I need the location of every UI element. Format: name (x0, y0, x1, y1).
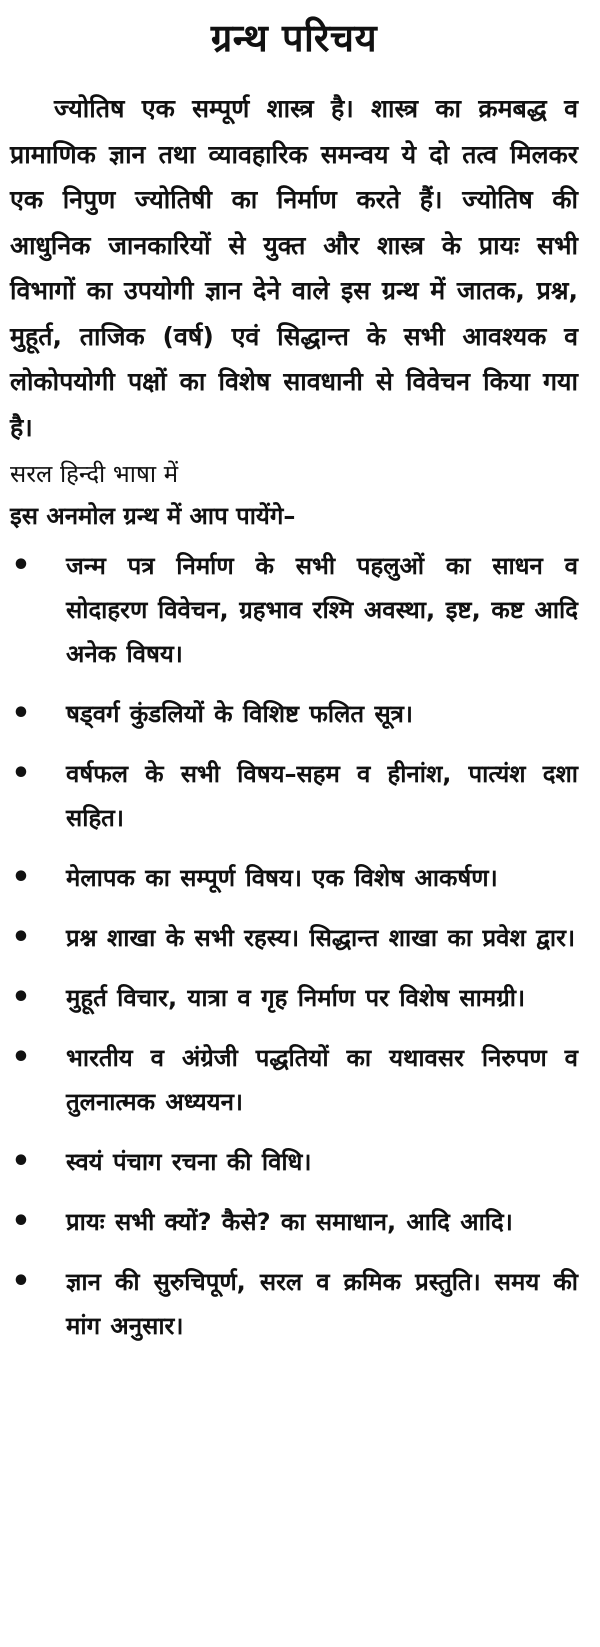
features-list (10, 544, 578, 1348)
feature-text: षड्वर्ग कुंडलियों के विशिष्ट फलित सूत्र। (66, 700, 414, 728)
feature-item (10, 1260, 578, 1348)
feature-text: ज्ञान की सुरुचिपूर्ण, सरल व क्रमिक प्रस्तुति। समय की मांग अनुसार। (66, 1268, 578, 1340)
bullet-icon: • (11, 1204, 31, 1239)
bullet-icon: • (11, 1040, 31, 1075)
bullet-icon: • (11, 980, 31, 1015)
feature-text: प्रश्न शाखा के सभी रहस्य। सिद्धान्त शाखा का प्रवेश द्वार। (66, 924, 576, 952)
bullet-icon: • (11, 1144, 31, 1179)
feature-text: मुहूर्त विचार, यात्रा व गृह निर्माण पर विशेष सामग्री। (66, 984, 526, 1012)
feature-text: स्वयं पंचाग रचना की विधि। (66, 1148, 312, 1176)
feature-text: भारतीय व अंग्रेजी पद्धतियों का यथावसर निरुपण व तुलनात्मक अध्ययन। (66, 1044, 578, 1116)
bullet-icon: • (11, 756, 31, 791)
language-note: सरल हिन्दी भाषा में (10, 460, 179, 488)
page-title: ग्रन्थ परिचय (210, 16, 378, 60)
feature-item (10, 1140, 578, 1184)
intro-paragraph: ज्योतिष एक सम्पूर्ण शास्त्र है। शास्त्र का क्रमबद्ध व प्रामाणिक ज्ञान तथा व्यावहारिक समन्वय ये दो तत्व मिलकर एक निपुण ज्योतिषी का निर्माण करते हैं। ज्योतिष की आधुनिक जानकारियों से युक्त और शास्त्र के प्रायः सभी विभागों का उपयोगी ज्ञान देने वाले इस ग्रन्थ में जातक, प्रश्न, मुहूर्त, ताजिक (वर्ष) एवं सिद्धान्त के सभी आवश्यक व लोकोपयोगी पक्षों का विशेष सावधानी से विवेचन किया गया है। (10, 94, 578, 442)
features-lead: इस अनमोल ग्रन्थ में आप पायेंगे– (10, 502, 296, 530)
feature-item (10, 544, 578, 676)
feature-item (10, 1200, 578, 1244)
feature-item (10, 976, 578, 1020)
feature-item (10, 856, 578, 900)
feature-text: मेलापक का सम्पूर्ण विषय। एक विशेष आकर्षण। (66, 864, 498, 892)
bullet-icon: • (11, 860, 31, 895)
feature-text: जन्म पत्र निर्माण के सभी पहलुओं का साधन व सोदाहरण विवेचन, ग्रहभाव रश्मि अवस्था, इष्ट, कष्ट आदि अनेक विषय। (66, 552, 578, 668)
feature-item (10, 752, 578, 840)
feature-item (10, 1036, 578, 1124)
feature-item (10, 916, 578, 960)
feature-text: प्रायः सभी क्यों? कैसे? का समाधान, आदि आदि। (66, 1208, 513, 1236)
bullet-icon: • (11, 920, 31, 955)
bullet-icon: • (11, 696, 31, 731)
bullet-icon: • (11, 548, 31, 583)
feature-text: वर्षफल के सभी विषय–सहम व हीनांश, पात्यंश दशा सहित। (66, 760, 578, 832)
feature-item (10, 692, 578, 736)
bullet-icon: • (11, 1264, 31, 1299)
